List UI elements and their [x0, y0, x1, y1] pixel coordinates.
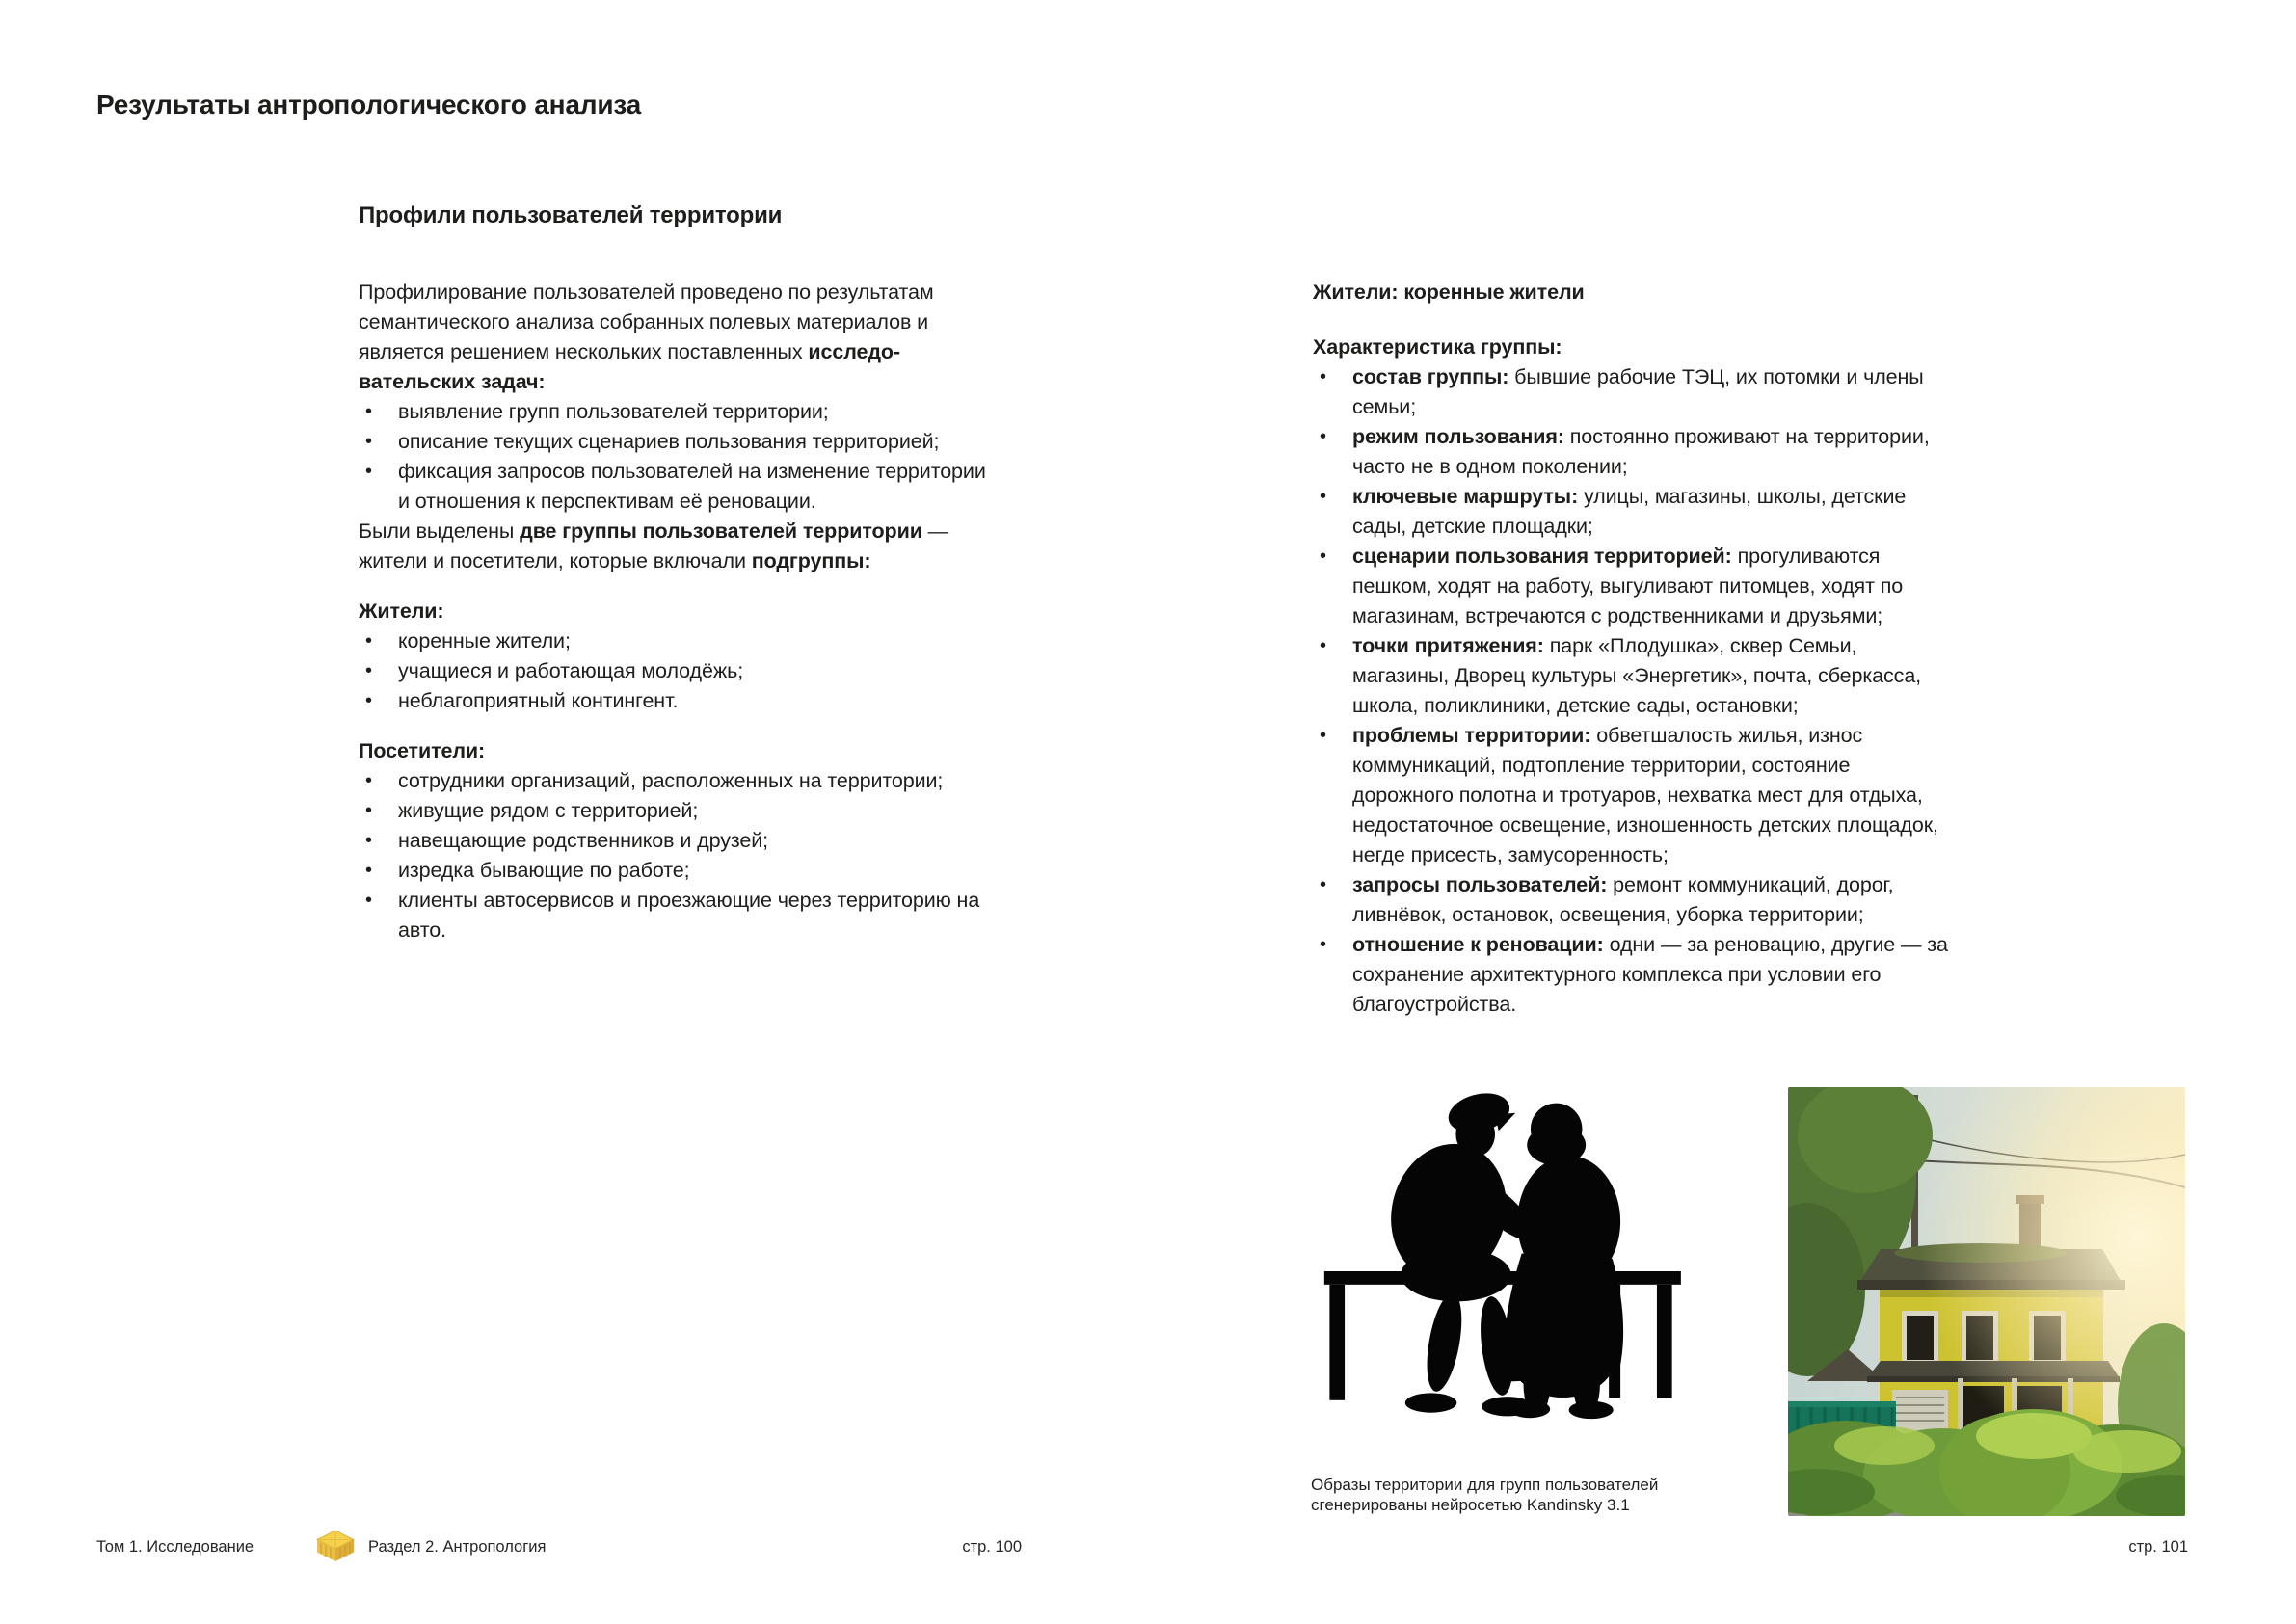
isometric-cube-icon [315, 1529, 356, 1563]
visitors-bullet-list [359, 766, 999, 945]
characteristic-item [1313, 721, 1953, 870]
groups-paragraph [359, 517, 999, 576]
item-label: отношение к реновации: [1352, 933, 1604, 956]
section-subtitle: Профили пользователей территории [359, 201, 783, 228]
characteristic-item [1313, 870, 1953, 930]
right-text-column [1313, 278, 1953, 1020]
item-text: улицы, магазины, школы, детские сады, детские площадки; [1352, 485, 1907, 538]
characteristic-item [1313, 482, 1953, 542]
groups-text: — жители и посетители, которые включали [359, 519, 949, 572]
list-item: • изредка бывающие по работе; [359, 856, 999, 886]
item-label: точки притяжения: [1352, 634, 1544, 657]
groups-bold-text: две группы пользователей территории [520, 519, 922, 543]
characteristic-item [1313, 930, 1953, 1020]
territory-photo-image [1788, 1087, 2185, 1516]
item-text: одни — за реновацию, другие — за сохранение архитектурного комплекса при условии его благоустройства. [1352, 933, 1948, 1016]
item-label: ключевые маршруты: [1352, 485, 1579, 508]
item-label: сценарии пользования территорией: [1352, 545, 1732, 568]
page-title: Результаты антропологического анализа [96, 89, 642, 120]
list-item: • навещающие родственников и друзей; [359, 826, 999, 856]
residents-heading: Жители: [359, 599, 444, 623]
couple-on-bench-silhouette-image [1322, 1076, 1714, 1444]
item-text: постоянно проживают на территории, часто не в одном поколении; [1352, 425, 1930, 478]
list-item: • коренные жители; [359, 626, 999, 656]
item-label: режим пользования: [1352, 425, 1564, 448]
item-text: прогуливаются пешком, ходят на работу, выгуливают питомцев, ходят по магазинам, встречаются с родственниками и друзьями; [1352, 545, 1904, 627]
residents-bullet-list [359, 626, 999, 716]
intro-bullet-list [359, 397, 999, 517]
list-item: • живущие рядом с территорией; [359, 796, 999, 826]
groups-text: Были выделены [359, 519, 521, 543]
item-text: ремонт коммуникаций, дорог, ливнёвок, остановок, освещения, уборка территории; [1352, 873, 1894, 926]
footer-page-number-left: стр. 100 [962, 1538, 1022, 1556]
characteristic-item [1313, 362, 1953, 422]
footer-volume: Том 1. Исследование [96, 1538, 254, 1556]
item-label: проблемы территории: [1352, 724, 1591, 747]
characteristic-item [1313, 422, 1953, 482]
characteristics-list [1313, 362, 1953, 1020]
characteristics-heading: Характеристика группы: [1313, 335, 1562, 359]
intro-bold-text: исследовательских задач: [359, 340, 901, 393]
intro-paragraph [359, 278, 999, 397]
list-item: • учащиеся и работающая молодёжь; [359, 656, 999, 686]
item-label: состав группы: [1352, 365, 1509, 388]
list-item: • фиксация запросов пользователей на изменение территории и отношения к перспективам её реновации. [359, 457, 999, 517]
item-text: парк «Плодушка», сквер Семьи, магазины, Дворец культуры «Энергетик», почта, сберкасса, школа, поликлиники, детские сады, остановки; [1352, 634, 1922, 717]
image-caption: Образы территории для групп пользователей сгенерированы нейросетью Kandinsky 3.1 [1311, 1476, 1659, 1514]
list-item: • выявление групп пользователей территории; [359, 397, 999, 427]
list-item: • неблагоприятный контингент. [359, 686, 999, 716]
profile-heading: Жители: коренные жители [1313, 280, 1585, 304]
item-label: запросы пользователей: [1352, 873, 1608, 896]
footer-page-number-right: стр. 101 [2128, 1538, 2188, 1556]
item-text: бывшие рабочие ТЭЦ, их потомки и члены семьи; [1352, 365, 1924, 418]
left-text-column [359, 278, 999, 945]
intro-text: Профилирование пользователей проведено по результатам семантического анализа собранных полевых материалов и является решением нескольких поставленных [359, 280, 934, 363]
list-item: • сотрудники организаций, расположенных на территории; [359, 766, 999, 796]
visitors-heading: Посетители: [359, 739, 486, 762]
footer-section: Раздел 2. Антропология [368, 1538, 547, 1556]
characteristic-item [1313, 542, 1953, 631]
list-item: • клиенты автосервисов и проезжающие через территорию на авто. [359, 886, 999, 945]
groups-bold-text: подгруппы: [751, 549, 871, 572]
list-item: • описание текущих сценариев пользования территорией; [359, 427, 999, 457]
item-text: обветшалость жилья, износ коммуникаций, подтопление территории, состояние дорожного полотна и тротуаров, нехватка мест для отдыха, недостаточное освещение, изношенность детских площадок, негде присесть, замусоренность; [1352, 724, 1938, 866]
characteristic-item [1313, 631, 1953, 721]
